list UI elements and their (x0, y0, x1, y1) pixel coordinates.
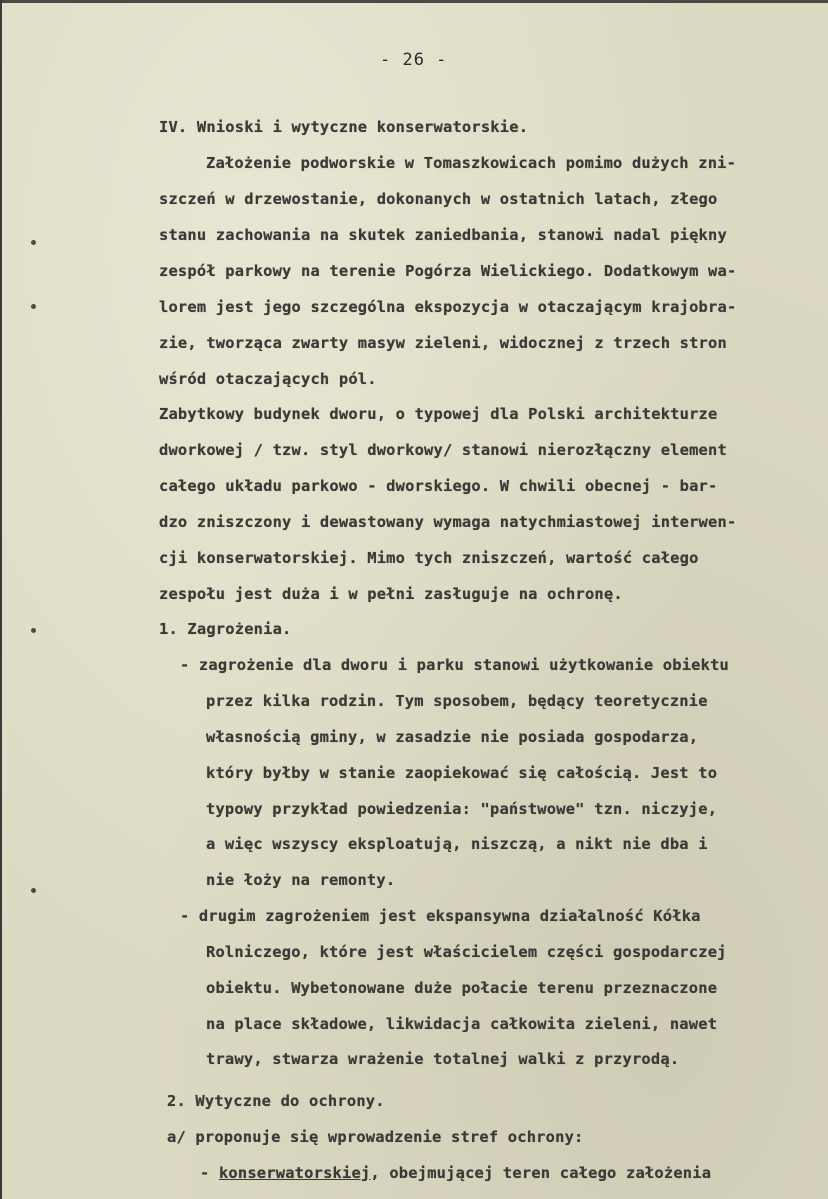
paragraph-line: stanu zachowania na skutek zaniedbania, stanowi nadal piękny (159, 226, 727, 244)
paragraph-line: lorem jest jego szczególna ekspozycja w otaczającym krajobra- (159, 298, 737, 316)
punch-hole-mark (31, 304, 36, 309)
list-item-line: - drugim zagrożeniem jest ekspansywna działalność Kółka (180, 907, 701, 925)
list-item-line: typowy przykład powiedzenia: "państwowe" tzn. niczyje, (206, 800, 718, 818)
punch-hole-mark (31, 628, 36, 633)
underlined-term: konserwatorskiej (218, 1164, 371, 1182)
paragraph-line: Założenie podworskie w Tomaszkowicach pomimo dużych zni- (206, 154, 737, 172)
paragraph-line: wśród otaczających pól. (159, 370, 377, 388)
paragraph-line: dzo zniszczony i dewastowany wymaga natychmiastowej interwen- (159, 513, 737, 531)
punch-hole-mark (31, 240, 36, 245)
paragraph-line: cji konserwatorskiej. Mimo tych zniszczeń, wartość całego (159, 549, 699, 567)
list-item-line: na place składowe, likwidacja całkowita zieleni, nawet (206, 1015, 718, 1033)
list-item-line: który byłby w stanie zaopiekować się całością. Jest to (206, 764, 718, 782)
subsection-heading: 1. Zagrożenia. (159, 620, 292, 638)
list-item-line: przez kilka rodzin. Tym sposobem, będący teoretycznie (206, 692, 708, 710)
scan-edge (2, 0, 828, 3)
paragraph-line: zie, tworząca zwarty masyw zieleni, widocznej z trzech stron (159, 334, 727, 352)
list-item-line: Rolniczego, które jest właścicielem części gospodarczej (206, 943, 727, 961)
paragraph-line: a/ proponuje się wprowadzenie stref ochrony: (167, 1128, 584, 1146)
punch-hole-mark (31, 888, 36, 893)
subsection-heading: 2. Wytyczne do ochrony. (167, 1092, 385, 1110)
paragraph-line: Zabytkowy budynek dworu, o typowej dla Polski architekturze (159, 405, 718, 423)
list-item-line: trawy, stwarza wrażenie totalnej walki z przyrodą. (206, 1050, 680, 1068)
list-item-line: nie łoży na remonty. (206, 871, 396, 889)
list-item-line: własnością gminy, w zasadzie nie posiada gospodarza, (206, 728, 699, 746)
page-number: - 26 - (380, 50, 448, 70)
list-item-line: - konserwatorskiej, obejmującej teren całego założenia (200, 1164, 712, 1182)
list-item-line: a więc wszyscy eksploatują, niszczą, a nikt nie dba i (206, 835, 708, 853)
section-heading: IV. Wnioski i wytyczne konserwatorskie. (159, 118, 529, 136)
paragraph-line: dworkowej / tzw. styl dworkowy/ stanowi nierozłączny element (159, 441, 727, 459)
paragraph-line: całego układu parkowo - dworskiego. W chwili obecnej - bar- (159, 477, 718, 495)
list-item-line: obiektu. Wybetonowane duże połacie terenu przeznaczone (206, 979, 718, 997)
list-item-line: - zagrożenie dla dworu i parku stanowi użytkowanie obiektu (180, 656, 730, 674)
paragraph-line: szczeń w drzewostanie, dokonanych w ostatnich latach, złego (159, 190, 718, 208)
paragraph-line: zespół parkowy na terenie Pogórza Wielickiego. Dodatkowym wa- (159, 262, 737, 280)
paragraph-line: zespołu jest duża i w pełni zasługuje na ochronę. (159, 585, 623, 603)
